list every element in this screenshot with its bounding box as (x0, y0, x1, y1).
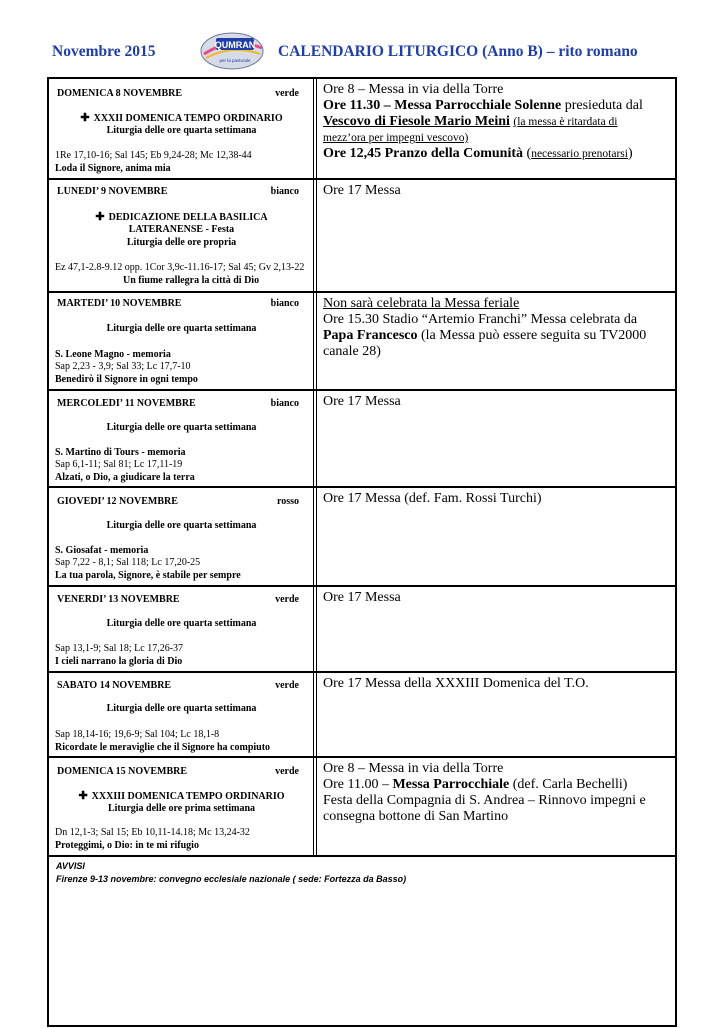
liturgy-hours: Liturgia delle ore quarta settimana (106, 125, 257, 136)
mass-text: Ore 17 Messa (def. Fam. Rossi Turchi) (323, 491, 542, 506)
mass-info-cell (316, 673, 675, 756)
psalm-response: Benedirò il Signore in ogni tempo (55, 374, 198, 385)
day-info-cell (49, 758, 314, 855)
calendar-row (49, 587, 675, 673)
cross-icon: ✚ (78, 790, 88, 802)
avvisi-text: Firenze 9-13 novembre: convegno ecclesiale nazionale ( sede: Fortezza da Basso) (56, 874, 407, 884)
readings: Ez 47,1-2.8-9.12 opp. 1Cor 3,9c-11.16-17; Sal 45; Gv 2,13-22 (55, 262, 305, 273)
mass-text: Ore 8 – Messa in via della Torre Ore 11.00 – Messa Parrocchiale (def. Carla Bechelli) Festa della Compagnia di S. Andrea – Rinnovo impegni e consegna bottone di San Martino (323, 761, 646, 824)
readings: Sap 13,1-9; Sal 18; Lc 17,26-37 (55, 643, 184, 654)
liturgical-color: rosso (276, 496, 299, 507)
mass-text: Ore 17 Messa della XXXIII Domenica del T.O. (323, 676, 589, 691)
psalm-response: Loda il Signore, anima mia (55, 163, 171, 174)
mass-text: Ore 8 – Messa in via della Torre Ore 11.30 – Messa Parrocchiale Solenne presieduta dal Vescovo di Fiesole Mario Meini (la messa è ritardata di mezz’ora per impegni vescovo) Ore 12,45 Pranzo della Comunità (necessario prenotarsi) (323, 82, 643, 161)
day-info-cell (49, 293, 314, 389)
mass-info-cell (316, 180, 675, 291)
svg-text:QUMRAN: QUMRAN (214, 40, 256, 50)
avvisi-section (49, 857, 675, 1028)
day-info-cell (49, 587, 314, 671)
mass-info-cell (316, 758, 675, 855)
day-label: MERCOLEDI’ 11 NOVEMBRE (57, 398, 196, 409)
calendar-row (49, 673, 675, 758)
psalm-response: La tua parola, Signore, è stabile per sempre (55, 570, 241, 581)
liturgical-color: bianco (270, 298, 299, 309)
liturgical-color: verde (275, 594, 299, 605)
liturgical-calendar-table (47, 77, 677, 1027)
page-header (0, 0, 725, 80)
day-label: GIOVEDI’ 12 NOVEMBRE (57, 496, 178, 507)
avvisi-title: AVVISI (56, 861, 85, 871)
feast-title: ✚ XXXII DOMENICA TEMPO ORDINARIO (80, 112, 283, 124)
cross-icon: ✚ (80, 112, 90, 124)
month-title: Novembre 2015 (52, 43, 156, 60)
calendar-row (49, 758, 675, 857)
feast-title: ✚ DEDICAZIONE DELLA BASILICA (95, 211, 268, 223)
liturgy-hours: Liturgia delle ore quarta settimana (106, 323, 257, 334)
cross-icon: ✚ (95, 211, 105, 223)
psalm-response: Alzati, o Dio, a giudicare la terra (55, 472, 195, 483)
day-label: DOMENICA 15 NOVEMBRE (57, 766, 188, 777)
calendar-row (49, 391, 675, 488)
mass-text: Ore 17 Messa (323, 590, 401, 605)
svg-text:per la pastorale: per la pastorale (219, 58, 251, 63)
day-label: VENERDI’ 13 NOVEMBRE (57, 594, 180, 605)
day-info-cell (49, 673, 314, 756)
readings: Sap 6,1-11; Sal 81; Lc 17,11-19 (55, 459, 183, 470)
qumran-logo (196, 28, 270, 74)
mass-info-cell (316, 79, 675, 178)
liturgical-color: verde (275, 88, 299, 99)
mass-text: Ore 17 Messa (323, 394, 401, 409)
psalm-response: Proteggimi, o Dio: in te mi rifugio (55, 840, 199, 851)
day-info-cell (49, 79, 314, 178)
readings: Sap 7,22 - 8,1; Sal 118; Lc 17,20-25 (55, 557, 201, 568)
day-label: DOMENICA 8 NOVEMBRE (57, 88, 183, 99)
calendar-row (49, 79, 675, 180)
readings: Sap 2,23 - 3,9; Sal 33; Lc 17,7-10 (55, 361, 191, 372)
liturgical-color: verde (275, 680, 299, 691)
day-label: SABATO 14 NOVEMBRE (57, 680, 172, 691)
day-label: LUNEDI’ 9 NOVEMBRE (57, 186, 168, 197)
mass-text: Non sarà celebrata la Messa feriale Ore 15.30 Stadio “Artemio Franchi” Messa celebrata da Papa Francesco (la Messa può essere seguita su TV2000 canale 28) (323, 296, 647, 359)
day-info-cell (49, 488, 314, 585)
day-info-cell (49, 391, 314, 486)
calendar-row (49, 293, 675, 391)
liturgy-hours: Liturgia delle ore quarta settimana (106, 703, 257, 714)
liturgy-hours: Liturgia delle ore propria (126, 237, 237, 248)
mass-text: Ore 17 Messa (323, 183, 401, 198)
saint-memoria: S. Leone Magno - memoria (55, 349, 171, 360)
liturgy-hours: Liturgia delle ore quarta settimana (106, 520, 257, 531)
day-label: MARTEDI’ 10 NOVEMBRE (57, 298, 182, 309)
psalm-response: I cieli narrano la gloria di Dio (55, 656, 183, 667)
liturgical-color: bianco (270, 186, 299, 197)
liturgy-hours: Liturgia delle ore quarta settimana (106, 422, 257, 433)
psalm-response: Ricordate le meraviglie che il Signore ha compiuto (55, 742, 271, 753)
readings: Dn 12,1-3; Sal 15; Eb 10,11-14.18; Mc 13,24-32 (55, 827, 250, 838)
liturgy-hours: Liturgia delle ore quarta settimana (106, 618, 257, 629)
readings: Sap 18,14-16; 19,6-9; Sal 104; Lc 18,1-8 (55, 729, 220, 740)
day-info-cell (49, 180, 314, 291)
saint-memoria: S. Martino di Tours - memoria (55, 447, 186, 458)
liturgy-hours: Liturgia delle ore prima settimana (107, 803, 256, 814)
feast-title: ✚ XXXIII DOMENICA TEMPO ORDINARIO (78, 790, 285, 802)
liturgical-color: bianco (270, 398, 299, 409)
liturgical-color: verde (275, 766, 299, 777)
calendar-title: CALENDARIO LITURGICO (Anno B) – rito romano (278, 43, 638, 60)
mass-info-cell (316, 391, 675, 486)
feast-title-cont: LATERANENSE - Festa (128, 224, 235, 235)
readings: 1Re 17,10-16; Sal 145; Eb 9,24-28; Mc 12,38-44 (55, 150, 252, 161)
mass-info-cell (316, 293, 675, 389)
psalm-response: Un fiume rallegra la città di Dio (123, 275, 260, 286)
calendar-row (49, 180, 675, 293)
saint-memoria: S. Giosafat - memoria (55, 545, 149, 556)
mass-info-cell (316, 587, 675, 671)
mass-info-cell (316, 488, 675, 585)
calendar-row (49, 488, 675, 587)
